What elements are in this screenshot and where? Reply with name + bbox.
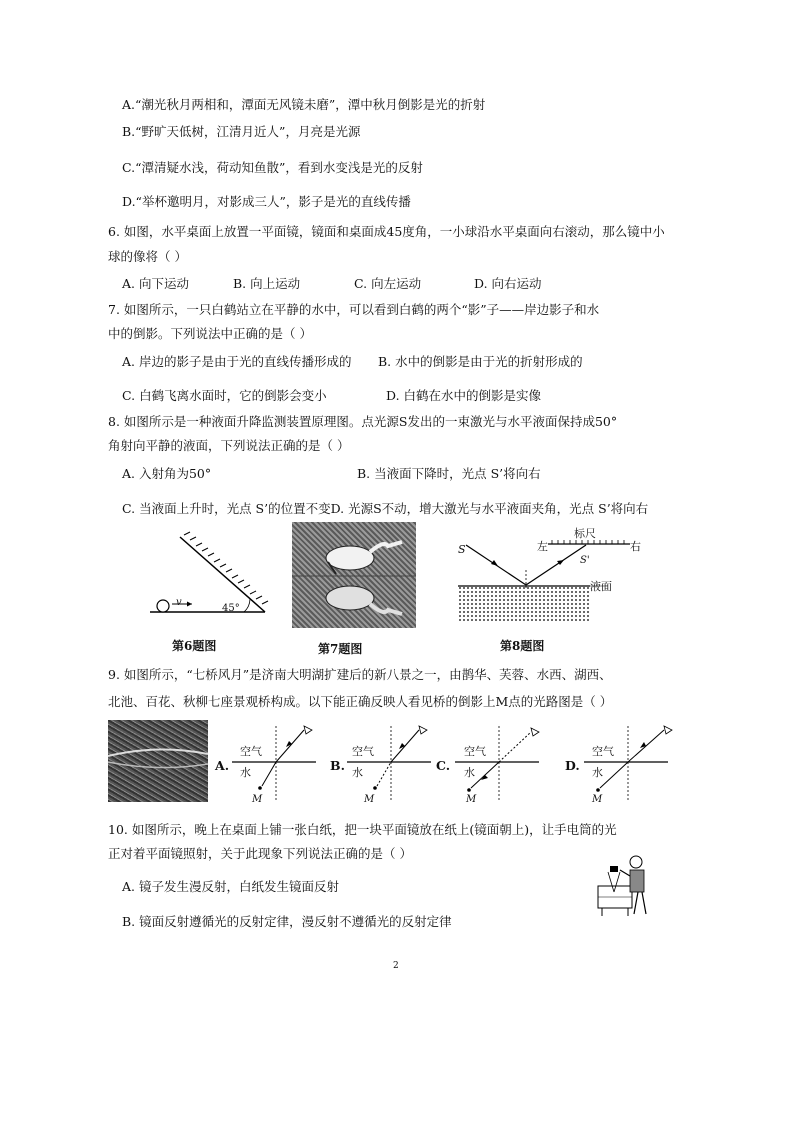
q9-option-d-water-label: 水 <box>592 766 603 779</box>
q9-stem-line1: 9. 如图所示，“七桥风月”是济南大明湖扩建后的新八景之一，由鹊华、芙蓉、水西、湖西、 <box>108 667 612 682</box>
q9-option-a-air-label: 空气 <box>240 745 262 758</box>
q9-option-c-water-label: 水 <box>464 766 475 779</box>
fig6-angle-label: 45° <box>222 603 240 614</box>
fig8-liquid-label: 液面 <box>590 580 612 593</box>
page-number: 2 <box>393 961 399 971</box>
q9-option-b-m-label: M <box>364 794 375 805</box>
q10-stem-line1: 10. 如图所示，晚上在桌面上铺一张白纸，把一块平面镜放在纸上(镜面朝上)，让手电筒的光 <box>108 822 617 837</box>
q9-option-b-air-label: 空气 <box>352 745 374 758</box>
q9-option-c-label: C. <box>436 758 451 773</box>
q6-option-b: B. 向上运动 <box>233 276 301 291</box>
q10-option-b: B. 镜面反射遵循光的反射定律，漫反射不遵循光的反射定律 <box>122 914 452 929</box>
q9-option-a-water-label: 水 <box>240 766 251 779</box>
fig8-source-label: S <box>458 543 466 556</box>
fig8-ruler-label: 标尺 <box>574 527 596 540</box>
q9-option-a-diagram <box>232 722 322 806</box>
q7-stem-line2: 中的倒影。下列说法中正确的是（ ） <box>108 326 312 341</box>
fig8-diagram <box>458 530 658 630</box>
q9-option-a-label: A. <box>215 758 230 773</box>
q5-option-a: A.“潮光秋月两相和，潭面无风镜未磨”，潭中秋月倒影是光的折射 <box>122 97 486 112</box>
q6-option-a: A. 向下运动 <box>122 276 189 291</box>
q10-flashlight-figure <box>594 852 658 918</box>
fig6-diagram <box>150 532 270 617</box>
q7-option-a: A. 岸边的影子是由于光的直线传播形成的 <box>122 354 352 369</box>
q6-option-d: D. 向右运动 <box>474 276 542 291</box>
q8-option-cd: C. 当液面上升时，光点 S’的位置不变D. 光源S不动，增大激光与水平液面夹角，光点 S’将向右 <box>122 501 649 516</box>
q7-stem-line1: 7. 如图所示，一只白鹤站立在平静的水中，可以看到白鹤的两个“影”子——岸边影子和水 <box>108 302 600 317</box>
q8-stem-line2: 角射向平静的液面，下列说法正确的是（ ） <box>108 438 350 453</box>
q9-option-b-diagram <box>347 722 437 806</box>
q9-bridge-photo <box>108 720 208 802</box>
fig8-right-label: 右 <box>630 540 641 553</box>
q9-option-c-m-label: M <box>466 794 477 805</box>
q8-option-a: A. 入射角为50° <box>122 466 212 481</box>
q7-option-c: C. 白鹤飞离水面时，它的倒影会变小 <box>122 388 327 403</box>
q9-option-d-air-label: 空气 <box>592 745 614 758</box>
fig7-photo <box>292 522 416 628</box>
fig7-caption: 第7题图 <box>318 642 363 656</box>
q9-option-b-water-label: 水 <box>352 766 363 779</box>
q9-option-d-label: D. <box>565 758 580 773</box>
fig8-left-label: 左 <box>537 540 548 553</box>
q5-option-b: B.“野旷天低树，江清月近人”，月亮是光源 <box>122 124 361 139</box>
q6-stem-line1: 6. 如图，水平桌面上放置一平面镜，镜面和桌面成45度角，一小球沿水平桌面向右滚动，那么镜中小 <box>108 224 665 239</box>
q5-option-c: C.“潭清疑水浅，荷动知鱼散”，看到水变浅是光的反射 <box>122 160 423 175</box>
q10-stem-line2: 正对着平面镜照射，关于此现象下列说法正确的是（ ） <box>108 846 412 861</box>
q6-option-c: C. 向左运动 <box>354 276 422 291</box>
fig6-caption: 第6题图 <box>172 639 217 653</box>
q9-option-d-m-label: M <box>592 794 603 805</box>
q8-option-b: B. 当液面下降时，光点 S’将向右 <box>357 466 541 481</box>
fig8-caption: 第8题图 <box>500 639 545 653</box>
q9-option-a-m-label: M <box>252 794 263 805</box>
q9-option-c-air-label: 空气 <box>464 745 486 758</box>
q7-option-b: B. 水中的倒影是由于光的折射形成的 <box>378 354 583 369</box>
fig6-velocity-label: v <box>176 597 182 608</box>
q6-stem-line2: 球的像将（ ） <box>108 249 187 264</box>
q9-stem-line2: 北池、百花、秋柳七座景观桥构成。以下能正确反映人看见桥的倒影上M点的光路图是（ ） <box>108 694 613 709</box>
q8-stem-line1: 8. 如图所示是一种液面升降监测装置原理图。点光源S发出的一束激光与水平液面保持成50° <box>108 414 618 429</box>
q10-option-a: A. 镜子发生漫反射，白纸发生镜面反射 <box>122 879 339 894</box>
fig8-spot-label: S' <box>580 555 590 566</box>
q5-option-d: D.“举杯邀明月，对影成三人”，影子是光的直线传播 <box>122 194 411 209</box>
q7-option-d: D. 白鹤在水中的倒影是实像 <box>386 388 542 403</box>
q9-option-b-label: B. <box>330 758 345 773</box>
